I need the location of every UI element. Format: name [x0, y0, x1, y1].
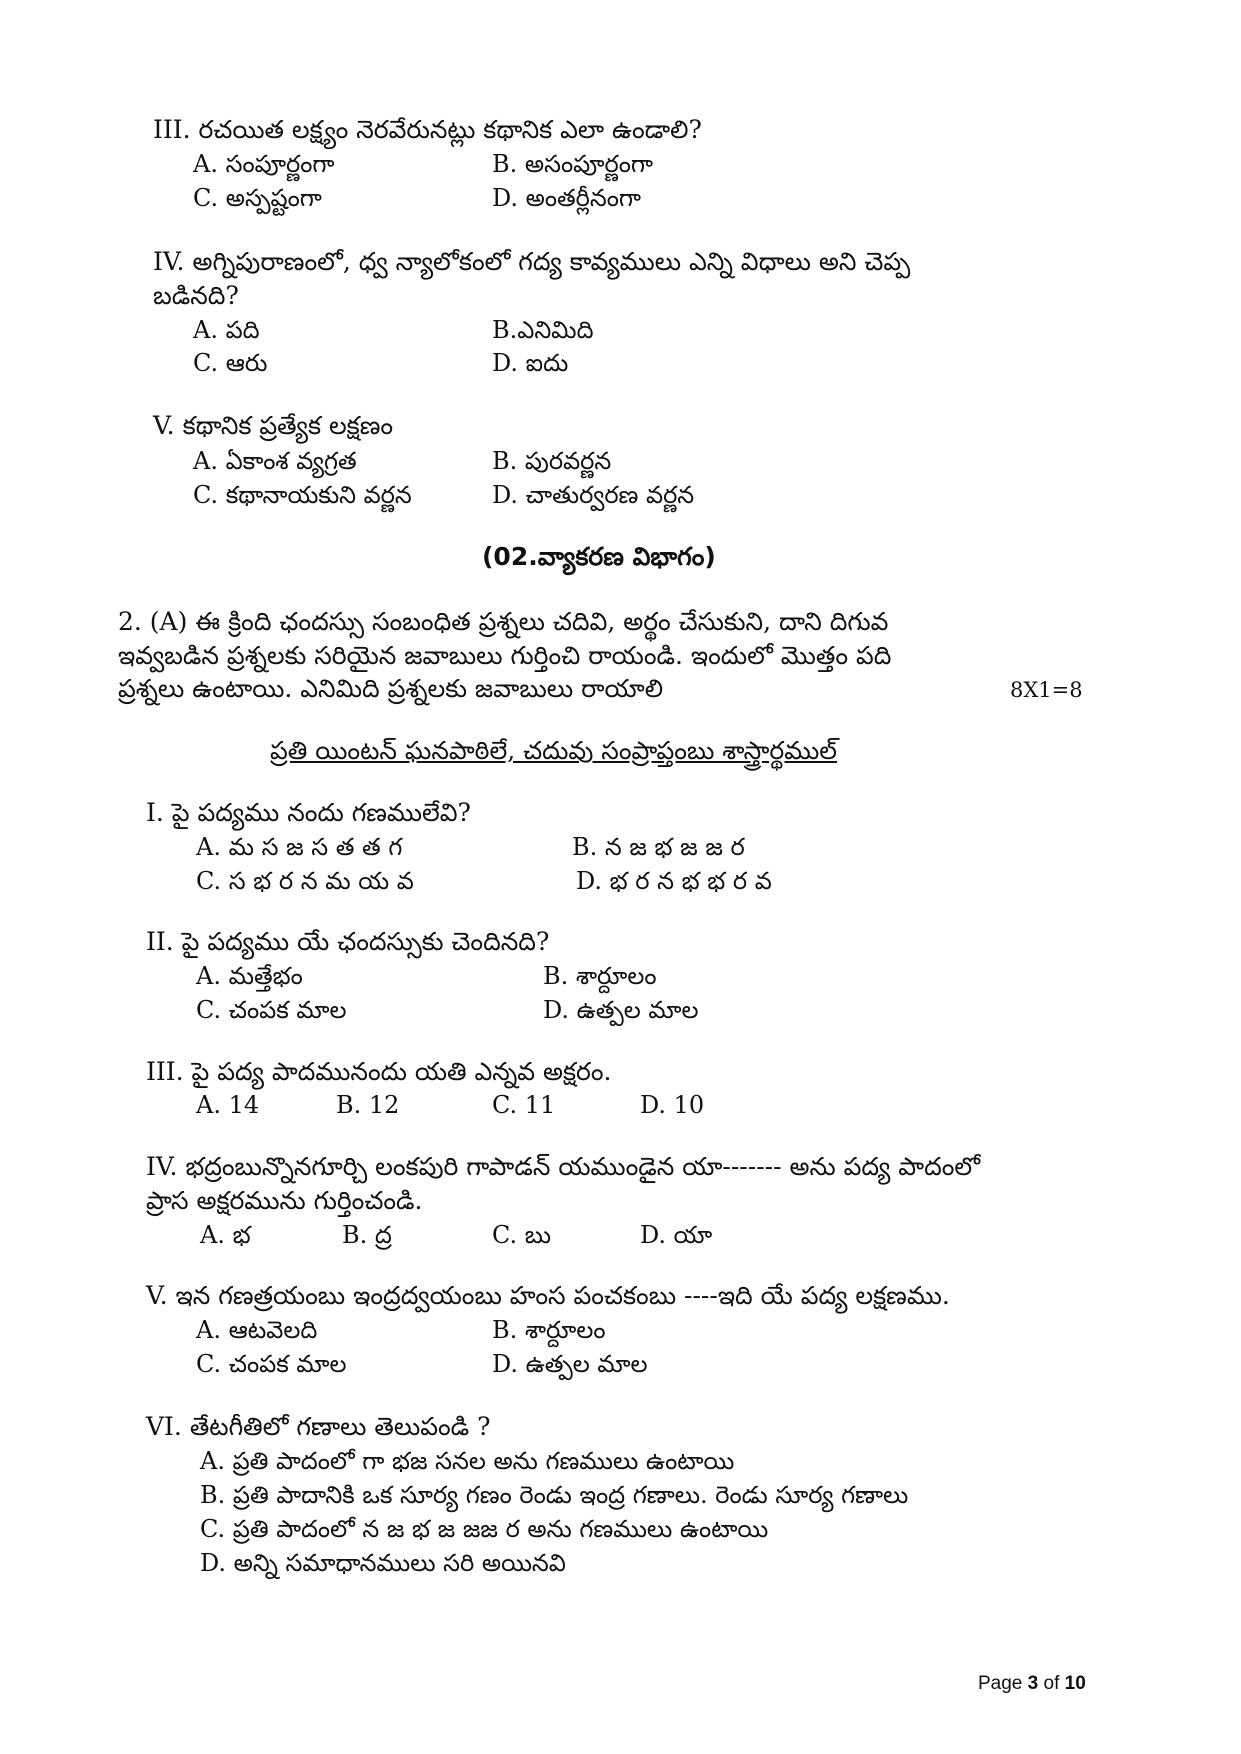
question-4-text-line2: బడినది?	[153, 281, 239, 310]
grammar-question-5-option-a: A. ఆటవెలది	[196, 1316, 318, 1344]
page-total: 10	[1064, 1673, 1086, 1694]
grammar-question-5-option-b: B. శార్దూలం	[492, 1316, 606, 1344]
question-3-option-c: C. అస్పష్టంగా	[193, 184, 322, 212]
question-5-option-d: D. చాతుర్వరణ వర్ణన	[492, 481, 695, 509]
grammar-question-6-option-b: B. ప్రతి పాదానికి ఒక సూర్య గణం రెండు ఇంద్ర గణాలు. రెండు సూర్య గణాలు	[200, 1481, 909, 1509]
question-3-option-a: A. సంపూర్ణంగా	[193, 150, 335, 178]
question-4-text-line1: IV. అగ్నిపురాణంలో, ధ్వ న్యాలోకంలో గద్య కావ్యములు ఎన్ని విధాలు అని చెప్ప	[153, 247, 911, 276]
grammar-question-1-option-d: D. భ ర న భ భ ర వ	[576, 867, 772, 895]
question-5-text: V. కథానిక ప్రత్యేక లక్షణం	[153, 411, 394, 440]
grammar-question-6-option-d: D. అన్ని సమాధానములు సరి అయినవి	[200, 1549, 566, 1577]
intro-line-2: ఇవ్వబడిన ప్రశ్నలకు సరియైన జవాబులు గుర్తించి రాయండి. ఇందులో మొత్తం పది	[118, 641, 892, 670]
question-4-option-a: A. పది	[193, 316, 260, 344]
grammar-question-5-option-d: D. ఉత్పల మాల	[492, 1350, 648, 1378]
grammar-question-6-option-a: A. ప్రతి పాదంలో గా భజ సనల అను గణములు ఉంటాయి	[200, 1447, 735, 1475]
question-3-option-d: D. అంతర్లీనంగా	[492, 184, 642, 212]
intro-line-3: ప్రశ్నలు ఉంటాయి. ఎనిమిది ప్రశ్నలకు జవాబులు రాయాలి	[118, 674, 664, 703]
question-4-option-b: B.ఎనిమిది	[492, 316, 594, 344]
section-heading: (02.వ్యాకరణ విభాగం)	[482, 542, 716, 571]
grammar-question-2-option-d: D. ఉత్పల మాల	[543, 996, 699, 1024]
grammar-question-5-text: V. ఇన గణత్రయంబు ఇంద్రద్వయంబు హంస పంచకంబు ----ఇది యే పద్య లక్షణము.	[146, 1281, 950, 1310]
grammar-question-4-text-line1: IV. భద్రంబున్నొనగూర్చి లంకపురి గాపాడన్ యముండైన యా------- అను పద్య పాదంలో	[146, 1152, 981, 1181]
grammar-question-1-option-c: C. స భ ర న మ య వ	[196, 867, 414, 895]
question-3-option-b: B. అసంపూర్ణంగా	[492, 150, 654, 178]
grammar-question-1-option-a: A. మ స జ స త త గ	[196, 833, 403, 861]
page-prefix: Page	[978, 1673, 1028, 1694]
grammar-question-3-option-b: B. 12	[336, 1091, 400, 1119]
intro-line-1: 2. (A) ఈ క్రింది ఛందస్సు సంబంధిత ప్రశ్నలు చదివి, అర్థం చేసుకుని, దాని దిగువ	[118, 607, 889, 636]
grammar-question-2-option-a: A. మత్తేభం	[196, 962, 303, 990]
grammar-question-2-text: II. పై పద్యము యే ఛందస్సుకు చెందినది?	[146, 927, 550, 956]
grammar-question-2-option-c: C. చంపక మాల	[196, 996, 347, 1024]
grammar-question-1-text: I. పై పద్యము నందు గణములేవి?	[146, 798, 471, 827]
grammar-question-1-option-b: B. న జ భ జ జ ర	[572, 833, 745, 861]
question-4-option-c: C. ఆరు	[193, 349, 268, 377]
grammar-question-3-option-c: C. 11	[492, 1091, 556, 1119]
grammar-question-5-option-c: C. చంపక మాల	[196, 1350, 347, 1378]
question-4-option-d: D. ఐదు	[492, 349, 569, 377]
page-current: 3	[1027, 1673, 1039, 1694]
poem-line: ప్రతి యింటన్ ఘనపాఠిలే, చదువు సంప్రాప్తంబు శాస్త్రార్థముల్	[270, 736, 838, 765]
grammar-question-3-text: III. పై పద్య పాదమునందు యతి ఎన్నవ అక్షరం.	[146, 1057, 612, 1086]
page-number	[978, 1673, 1086, 1695]
grammar-question-4-option-a: A. భ	[200, 1221, 251, 1249]
grammar-question-4-option-b: B. ద్ర	[342, 1221, 392, 1249]
question-3-text: III. రచయిత లక్ష్యం నెరవేరునట్లు కథానిక ఎలా ఉండాలి?	[153, 115, 702, 144]
grammar-question-4-option-c: C. బు	[492, 1221, 552, 1249]
question-5-option-a: A. ఏకాంశ వ్యగ్రత	[193, 447, 357, 475]
grammar-question-4-text-line2: ప్రాస అక్షరమును గుర్తించండి.	[146, 1186, 423, 1215]
grammar-question-6-text: VI. తేటగీతిలో గణాలు తెలుపండి ?	[146, 1412, 491, 1441]
page-middle: of	[1038, 1673, 1065, 1694]
grammar-question-2-option-b: B. శార్దూలం	[543, 962, 657, 990]
grammar-question-6-option-c: C. ప్రతి పాదంలో న జ భ జ జజ ర అను గణములు ఉంటాయి	[200, 1515, 769, 1543]
grammar-question-3-option-d: D. 10	[640, 1091, 705, 1119]
marks-label: 8X1=8	[1010, 678, 1083, 702]
grammar-question-3-option-a: A. 14	[196, 1091, 260, 1119]
question-5-option-c: C. కథానాయకుని వర్ణన	[193, 481, 412, 509]
question-5-option-b: B. పురవర్ణన	[492, 447, 612, 475]
grammar-question-4-option-d: D. యా	[640, 1221, 713, 1249]
